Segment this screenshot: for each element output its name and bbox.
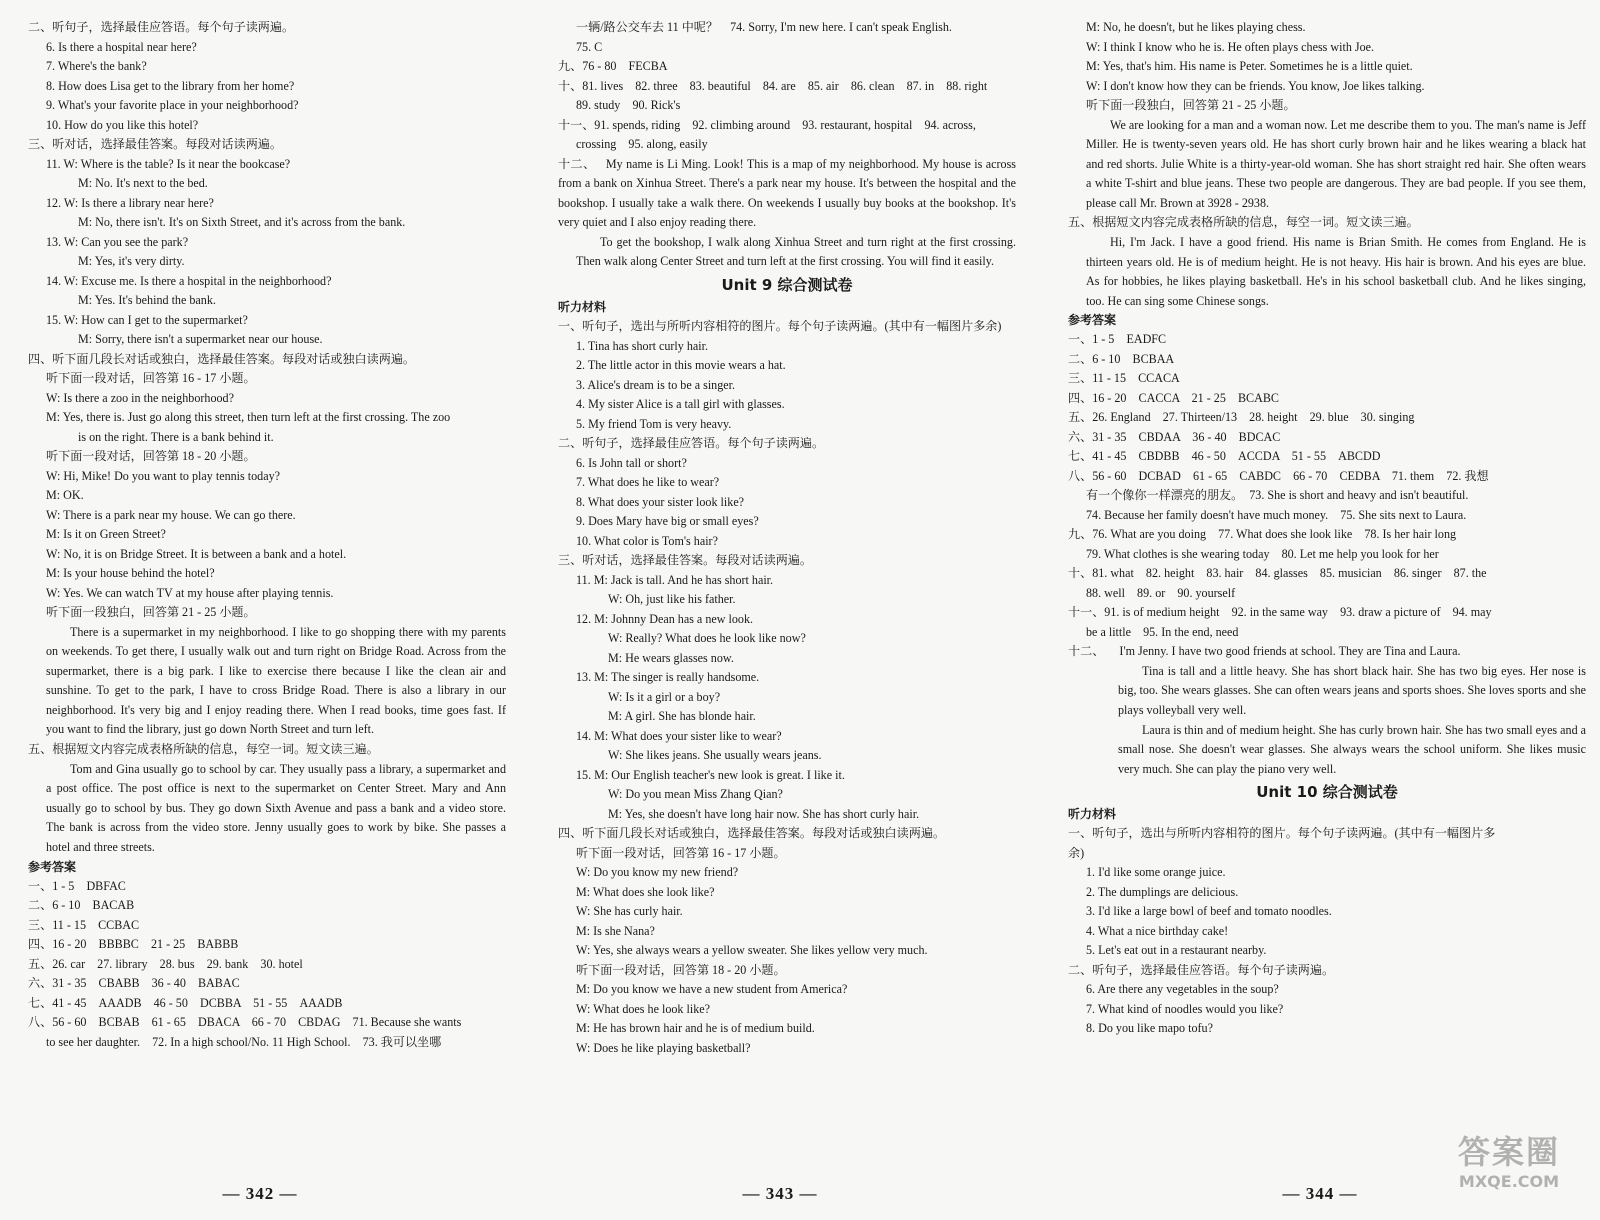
answer-line: 89. study 90. Rick's: [576, 98, 681, 112]
watermark-logo: [1434, 1132, 1584, 1202]
answer-line: 六、31 - 35 CBDAA 36 - 40 BDCAC: [1068, 429, 1281, 444]
dialogue-line: M: Yes, it's very dirty.: [78, 254, 185, 268]
answer-line: 九、76 - 80 FECBA: [558, 59, 668, 73]
dialogue-line: W: She likes jeans. She usually wears jeans.: [608, 748, 822, 763]
unit-title: Unit 9 综合测试卷: [721, 276, 853, 295]
section-heading: 三、听对话，选择最佳答案。每段对话读两遍。: [558, 553, 812, 568]
writing-first-line: [1068, 642, 1586, 662]
dialogue-line: W: No, it is on Bridge Street. It is between a bank and a hotel.: [46, 546, 347, 561]
page-number: — 344 —: [1282, 1184, 1358, 1203]
answer-line: to see her daughter. 72. In a high school/No. 11 High School. 73. 我可以坐哪: [46, 1034, 442, 1049]
answer-line: 三、11 - 15 CCACA: [1068, 371, 1180, 386]
monologue-paragraph: We are looking for a man and a woman now. Let me describe them to you. The man's name is Jeff Miller. He is twenty-seven years old. He has short curly brown hair and he likes wearing a black hat and red shorts. Julie White is a thirty-year-old woman. She has short straight red hair. She often wears a white T-shirt and blue jeans. These two people are dangerous. They are bad people. If you see them, please call Mr. Brown at 3928 - 2938.: [1086, 117, 1586, 210]
answer-line: 74. Because her family doesn't have much money. 75. She sits next to Laura.: [1086, 507, 1467, 522]
question-line: 6. Are there any vegetables in the soup?: [1086, 982, 1279, 997]
passage-paragraph: Tom and Gina usually go to school by car. They usually pass a library, a supermarket and a post office. The post office is next to the supermarket on Center Street. Mary and Ann usually go to school by bus. They go down Sixth Avenue and pass a bank and a video store. The bank is across from the video store. Jenny usually goes to work by bike. She passes a hotel and three streets.: [46, 761, 506, 854]
dialogue-line: M: He wears glasses now.: [608, 650, 734, 665]
writing-paragraph: Laura is thin and of medium height. She has curly brown hair. She has two small eyes and a small nose. She doesn't wear glasses. She always wears the school uniform. She likes music very much. She can play the piano very well.: [1118, 722, 1586, 776]
watermark-url: MXQE.COM: [1458, 1172, 1560, 1191]
dialogue-line: 13. W: Can you see the park?: [46, 234, 189, 249]
answer-line: 四、16 - 20 CACCA 21 - 25 BCABC: [1068, 390, 1279, 405]
dialogue-line: M: OK.: [46, 488, 84, 502]
dialogue-line: 14. M: What does your sister like to wear?: [576, 728, 782, 743]
dialogue-line: M: What does she look like?: [576, 884, 715, 899]
question-line: 3. Alice's dream is to be a singer.: [576, 377, 736, 392]
dialogue-line: W: I don't know how they can be friends. You know, Joe likes talking.: [1086, 78, 1425, 93]
answer-line: 一辆/路公交车去 11 中呢？ 74. Sorry, I'm new here. I can't speak English.: [576, 20, 952, 34]
section-heading: 五、根据短文内容完成表格所缺的信息，每空一词。短文读三遍。: [28, 742, 379, 757]
question-line: 7. Where's the bank?: [46, 59, 147, 73]
question-line: 8. What does your sister look like?: [576, 494, 745, 509]
section-heading: 二、听句子，选择最佳应答语。每个句子读两遍。: [1068, 962, 1335, 977]
section-heading: 一、听句子，选出与所听内容相符的图片。每个句子读两遍。(其中有一幅图片多余): [558, 319, 1002, 334]
answer-line: 五、26. car 27. library 28. bus 29. bank 30. hotel: [28, 956, 303, 971]
dialogue-line: M: Yes. It's behind the bank.: [78, 293, 216, 307]
page-number: — 342 —: [222, 1184, 298, 1203]
answer-line: 七、41 - 45 AAADB 46 - 50 DCBBA 51 - 55 AAADB: [28, 995, 343, 1010]
answer-line: crossing 95. along, easily: [576, 137, 708, 151]
page-343-content: [558, 18, 1016, 1172]
page-344: [1040, 0, 1600, 1220]
question-line: 7. What does he like to wear?: [576, 475, 720, 490]
dialogue-line: W: Yes. We can watch TV at my house after playing tennis.: [46, 585, 334, 600]
answer-line: 四、16 - 20 BBBBC 21 - 25 BABBB: [28, 937, 239, 952]
answer-line: 八、56 - 60 DCBAD 61 - 65 CABDC 66 - 70 CEDBA 71. them 72. 我想: [1068, 468, 1489, 483]
question-line: 7. What kind of noodles would you like?: [1086, 1001, 1284, 1016]
question-line: 6. Is there a hospital near here?: [46, 39, 197, 54]
section-heading: 一、听句子，选出与所听内容相符的图片。每个句子读两遍。(其中有一幅图片多: [1068, 826, 1496, 841]
page-342: [0, 0, 520, 1220]
section-heading: 余): [1068, 845, 1085, 860]
question-line: 10. What color is Tom's hair?: [576, 533, 718, 548]
paragraph-text: I'm Jenny. I have two good friends at school. They are Tina and Laura.: [1119, 644, 1461, 659]
answer-line: 十一、91. spends, riding 92. climbing around 93. restaurant, hospital 94. across,: [558, 117, 976, 132]
writing-paragraph: To get the bookshop, I walk along Xinhua Street and turn right at the first crossing. Then walk along Center Street and turn left at the first crossing. You will find it easily.: [576, 234, 1016, 269]
dialogue-line: W: She has curly hair.: [576, 904, 683, 919]
question-line: 2. The little actor in this movie wears a hat.: [576, 358, 786, 373]
answer-line: 二、6 - 10 BACAB: [28, 898, 135, 913]
dialogue-line: W: Is it a girl or a boy?: [608, 689, 721, 704]
answer-line: 有一个像你一样漂亮的朋友。 73. She is short and heavy and isn't beautiful.: [1086, 488, 1469, 503]
answer-line: 十、81. lives 82. three 83. beautiful 84. are 85. air 86. clean 87. in 88. right: [558, 78, 988, 93]
instruction-line: 听下面一段独白，回答第 21 - 25 小题。: [1086, 98, 1296, 112]
dialogue-line: 15. W: How can I get to the supermarket?: [46, 312, 248, 327]
page-344-content: [1068, 18, 1586, 1172]
dialogue-line: W: Really? What does he look like now?: [608, 631, 806, 646]
question-line: 8. Do you like mapo tofu?: [1086, 1021, 1213, 1036]
answer-line: 七、41 - 45 CBDBB 46 - 50 ACCDA 51 - 55 ABCDD: [1068, 449, 1381, 464]
answers-title: 参考答案: [1068, 313, 1117, 328]
passage-paragraph: Hi, I'm Jack. I have a good friend. His name is Brian Smith. He comes from England. He is thirteen years old. He is of medium height. He is not heavy. His hair is brown. And his eyes are blue. As for hobbies, he likes playing basketball. He's in his school basketball club. And he likes singing, too. He can sing some Chinese songs.: [1086, 234, 1586, 308]
dialogue-line: M: No, there isn't. It's on Sixth Street, and it's across from the bank.: [78, 215, 406, 229]
section-label: 十二、: [558, 156, 596, 171]
dialogue-line: M: Is it on Green Street?: [46, 527, 166, 541]
answer-line: 二、6 - 10 BCBAA: [1068, 351, 1175, 366]
dialogue-line: M: No, he doesn't, but he likes playing chess.: [1086, 20, 1306, 34]
answer-line: 十、81. what 82. height 83. hair 84. glasses 85. musician 86. singer 87. the: [1068, 566, 1487, 581]
answer-line: 五、26. England 27. Thirteen/13 28. height 29. blue 30. singing: [1068, 410, 1415, 425]
question-line: 1. I'd like some orange juice.: [1086, 865, 1226, 880]
answer-line: 八、56 - 60 BCBAB 61 - 65 DBACA 66 - 70 CBDAG 71. Because she wants: [28, 1015, 462, 1030]
answer-line: 一、1 - 5 DBFAC: [28, 878, 126, 893]
answer-line: 79. What clothes is she wearing today 80. Let me help you look for her: [1086, 546, 1439, 561]
answer-line: be a little 95. In the end, need: [1086, 624, 1239, 639]
instruction-line: 听下面一段对话，回答第 16 - 17 小题。: [46, 371, 256, 385]
answer-line: 九、76. What are you doing 77. What does she look like 78. Is her hair long: [1068, 527, 1457, 542]
unit-title: Unit 10 综合测试卷: [1256, 783, 1398, 802]
dialogue-line: M: Is your house behind the hotel?: [46, 566, 215, 580]
watermark-text: 答案圈: [1457, 1133, 1560, 1171]
answer-line: 88. well 89. or 90. yourself: [1086, 585, 1236, 600]
instruction-line: 听下面一段独白，回答第 21 - 25 小题。: [46, 605, 256, 619]
dialogue-line: is on the right. There is a bank behind it.: [78, 429, 274, 444]
dialogue-line: M: Yes, she doesn't have long hair now. She has short curly hair.: [608, 806, 920, 821]
dialogue-line: 14. W: Excuse me. Is there a hospital in the neighborhood?: [46, 273, 332, 288]
dialogue-line: W: Do you mean Miss Zhang Qian?: [608, 787, 783, 802]
dialogue-line: 12. W: Is there a library near here?: [46, 195, 214, 210]
question-line: 5. Let's eat out in a restaurant nearby.: [1086, 943, 1267, 958]
dialogue-line: M: Do you know we have a new student from America?: [576, 982, 848, 997]
dialogue-line: M: He has brown hair and he is of medium build.: [576, 1021, 815, 1036]
dialogue-line: 15. M: Our English teacher's new look is great. I like it.: [576, 767, 845, 782]
dialogue-line: 12. M: Johnny Dean has a new look.: [576, 611, 754, 626]
question-line: 2. The dumplings are delicious.: [1086, 884, 1239, 899]
question-line: 4. My sister Alice is a tall girl with glasses.: [576, 397, 785, 412]
question-line: 6. Is John tall or short?: [576, 455, 687, 470]
dialogue-line: W: I think I know who he is. He often plays chess with Joe.: [1086, 39, 1375, 54]
dialogue-line: 11. M: Jack is tall. And he has short hair.: [576, 572, 774, 587]
monologue-paragraph: There is a supermarket in my neighborhood. I like to go shopping there with my parents on weekends. To get there, I usually walk out and turn right on Bridge Road. Across from the supermarket, there is a big park. I like to exercise there because I like the clean air and sunshine. To get to the park, I have to cross Bridge Road. There is also a library in our neighborhood. It's very big and I enjoy reading there. When I read books, time goes fast. If you want to find the library, just go down North Street and turn left.: [46, 624, 506, 737]
question-line: 9. Does Mary have big or small eyes?: [576, 514, 759, 529]
question-line: 8. How does Lisa get to the library from her home?: [46, 78, 295, 93]
dialogue-line: W: There is a park near my house. We can go there.: [46, 507, 296, 522]
dialogue-line: M: Yes, there is. Just go along this street, then turn left at the first crossing. The zoo: [46, 410, 451, 424]
answer-line: 一、1 - 5 EADFC: [1068, 332, 1167, 347]
dialogue-line: W: Do you know my new friend?: [576, 865, 739, 880]
section-heading: 四、听下面几段长对话或独白，选择最佳答案。每段对话或独白读两遍。: [558, 826, 946, 841]
answers-title: 参考答案: [28, 859, 77, 874]
dialogue-line: W: Is there a zoo in the neighborhood?: [46, 390, 234, 405]
question-line: 10. How do you like this hotel?: [46, 117, 199, 132]
dialogue-line: W: Oh, just like his father.: [608, 592, 736, 607]
answer-line: 75. C: [576, 39, 603, 54]
section-heading: 五、根据短文内容完成表格所缺的信息，每空一词。短文读三遍。: [1068, 215, 1419, 230]
question-line: 9. What's your favorite place in your neighborhood?: [46, 98, 299, 112]
question-line: 3. I'd like a large bowl of beef and tomato noodles.: [1086, 904, 1332, 919]
section-heading: 二、听句子，选择最佳应答语。每个句子读两遍。: [28, 20, 295, 34]
dialogue-line: W: Hi, Mike! Do you want to play tennis today?: [46, 468, 280, 483]
dialogue-line: W: What does he look like?: [576, 1001, 710, 1016]
dialogue-line: W: Yes, she always wears a yellow sweater. She likes yellow very much.: [576, 943, 928, 958]
question-line: 1. Tina has short curly hair.: [576, 338, 709, 353]
answer-line: 三、11 - 15 CCBAC: [28, 917, 140, 932]
section-heading: 二、听句子，选择最佳应答语。每个句子读两遍。: [558, 436, 825, 451]
dialogue-line: M: Is she Nana?: [576, 923, 655, 938]
listening-title: 听力材料: [558, 300, 607, 315]
dialogue-line: M: No. It's next to the bed.: [78, 176, 208, 190]
section-heading: 四、听下面几段长对话或独白，选择最佳答案。每段对话或独白读两遍。: [28, 351, 416, 366]
dialogue-line: M: A girl. She has blonde hair.: [608, 709, 756, 724]
question-line: 4. What a nice birthday cake!: [1086, 923, 1229, 938]
writing-paragraph: [558, 155, 1016, 233]
dialogue-line: M: Sorry, there isn't a supermarket near our house.: [78, 332, 323, 346]
section-label: 十二、: [1068, 644, 1105, 659]
page-number: — 343 —: [742, 1184, 818, 1203]
dialogue-line: M: Yes, that's him. His name is Peter. Sometimes he is a little quiet.: [1086, 59, 1413, 73]
dialogue-line: 13. M: The singer is really handsome.: [576, 670, 760, 685]
dialogue-line: W: Does he like playing basketball?: [576, 1040, 751, 1055]
listening-title: 听力材料: [1068, 807, 1117, 822]
answer-line: 十一、91. is of medium height 92. in the same way 93. draw a picture of 94. may: [1068, 605, 1492, 620]
dialogue-line: 11. W: Where is the table? Is it near the bookcase?: [46, 156, 291, 171]
instruction-line: 听下面一段对话，回答第 18 - 20 小题。: [46, 449, 256, 463]
page-343: [530, 0, 1030, 1220]
question-line: 5. My friend Tom is very heavy.: [576, 416, 732, 431]
writing-paragraph: Tina is tall and a little heavy. She has short black hair. She has two big eyes. Her nose is big, too. She wears glasses. She can often wears jeans and sports shoes. She loves sports and she plays volleyball very well.: [1118, 663, 1586, 718]
answer-line: 六、31 - 35 CBABB 36 - 40 BABAC: [28, 976, 240, 991]
instruction-line: 听下面一段对话，回答第 18 - 20 小题。: [576, 962, 786, 977]
instruction-line: 听下面一段对话，回答第 16 - 17 小题。: [576, 845, 786, 860]
paragraph-text: My name is Li Ming. Look! This is a map of my neighborhood. My house is across from a bank on Xinhua Street. There's a park near my house. It's between the hospital and the bookshop. I usually take a walk there. On weekends I usually buy books at the bookshop. It's very quiet and I also enjoy reading there.: [558, 156, 1016, 230]
page-342-content: [28, 18, 506, 1172]
section-heading: 三、听对话，选择最佳答案。每段对话读两遍。: [28, 137, 282, 151]
